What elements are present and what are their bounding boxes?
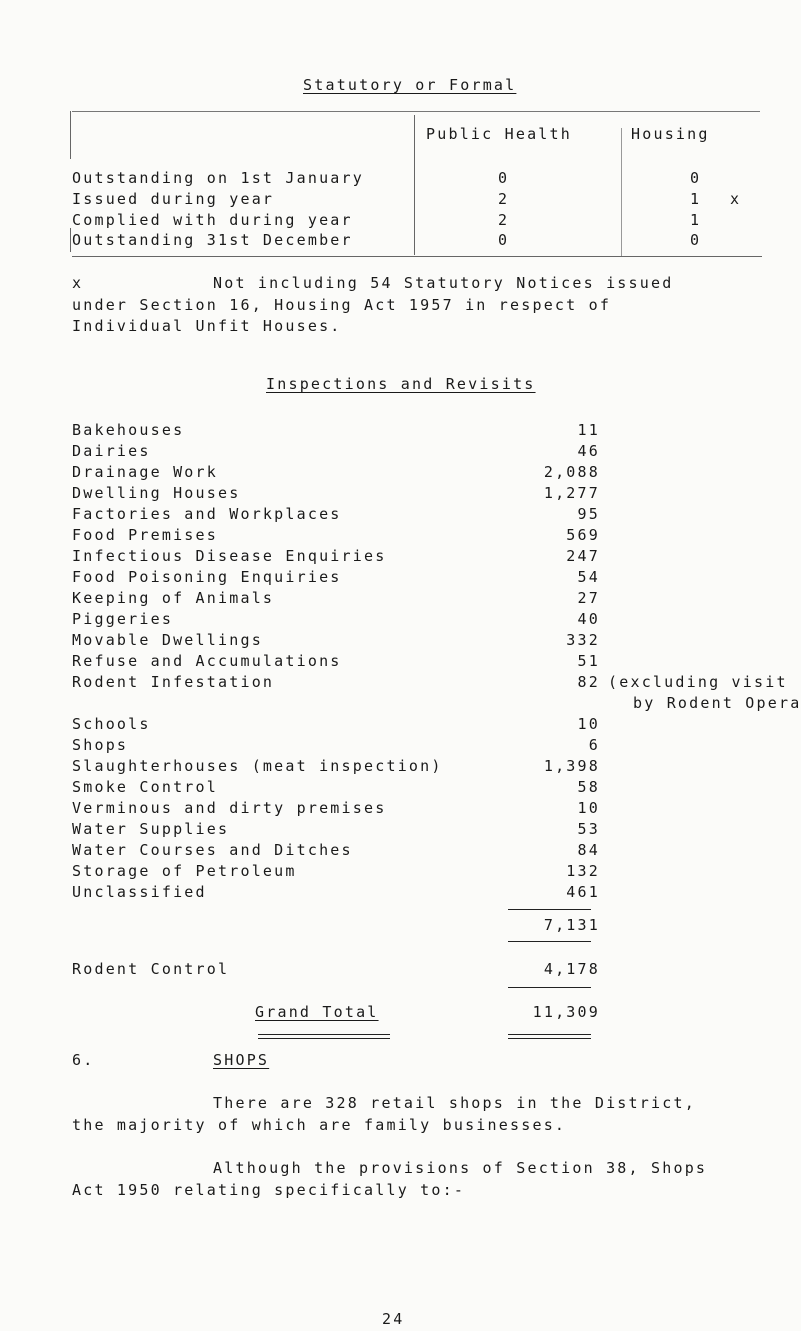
item-value: 54: [577, 568, 600, 586]
item-value: 84: [577, 841, 600, 859]
item-label: Keeping of Animals: [72, 589, 275, 607]
item-value: 1,277: [543, 484, 600, 502]
item-label: Dwelling Houses: [72, 484, 241, 502]
subtotal-value: 7,131: [543, 916, 600, 934]
col-public-health: Public Health: [426, 125, 572, 143]
row-public-health: 0: [498, 169, 510, 187]
item-value: 27: [577, 589, 600, 607]
table-top-rule: [72, 111, 760, 112]
row-public-health: 0: [498, 231, 510, 249]
row-label: Issued during year: [72, 190, 275, 208]
item-value: 11: [577, 421, 600, 439]
page-number: 24: [382, 1310, 405, 1328]
paragraph-line: Although the provisions of Section 38, Shops: [213, 1159, 708, 1177]
grand-total-value: 11,309: [532, 1003, 600, 1021]
table-left-rule-top: [70, 111, 71, 159]
item-label: Verminous and dirty premises: [72, 799, 387, 817]
item-value: 10: [577, 715, 600, 733]
item-value: 6: [588, 736, 600, 754]
table-col-divider-2: [621, 128, 622, 256]
item-label: Bakehouses: [72, 421, 185, 439]
subtotal-underline: [508, 941, 591, 942]
row-footnote-mark: x: [730, 190, 742, 208]
paragraph-line: There are 328 retail shops in the District,: [213, 1094, 696, 1112]
rodent-note: (excluding visit: [608, 673, 788, 691]
item-label: Water Courses and Ditches: [72, 841, 353, 859]
item-value: 247: [566, 547, 600, 565]
item-label: Piggeries: [72, 610, 174, 628]
item-label: Water Supplies: [72, 820, 230, 838]
row-label: Outstanding 31st December: [72, 231, 353, 249]
item-value: 40: [577, 610, 600, 628]
item-value: 82: [577, 673, 600, 691]
rodent-control-value: 4,178: [543, 960, 600, 978]
table-col-divider: [414, 115, 415, 255]
item-value: 132: [566, 862, 600, 880]
table-bottom-rule: [72, 256, 762, 257]
item-label: Storage of Petroleum: [72, 862, 297, 880]
grand-total-value-rule: [508, 1034, 591, 1035]
item-label: Food Premises: [72, 526, 218, 544]
item-label: Unclassified: [72, 883, 207, 901]
row-label: Outstanding on 1st January: [72, 169, 364, 187]
inspections-title: Inspections and Revisits: [266, 375, 536, 393]
item-value: 53: [577, 820, 600, 838]
item-label: Dairies: [72, 442, 151, 460]
item-value: 569: [566, 526, 600, 544]
rodent-control-rule: [508, 987, 591, 988]
rodent-control-label: Rodent Control: [72, 960, 230, 978]
item-label: Schools: [72, 715, 151, 733]
item-value: 51: [577, 652, 600, 670]
table-left-rule-bottom: [70, 228, 71, 252]
item-value: 332: [566, 631, 600, 649]
rodent-note: by Rodent Opera: [633, 694, 801, 712]
subtotal-rule: [508, 909, 591, 910]
item-label: Rodent Infestation: [72, 673, 275, 691]
item-label: Movable Dwellings: [72, 631, 263, 649]
item-label: Slaughterhouses (meat inspection): [72, 757, 443, 775]
item-label: Factories and Workplaces: [72, 505, 342, 523]
paragraph-line: Act 1950 relating specifically to:-: [72, 1181, 466, 1199]
item-label: Food Poisoning Enquiries: [72, 568, 342, 586]
item-value: 58: [577, 778, 600, 796]
item-value: 46: [577, 442, 600, 460]
row-housing: 1: [690, 190, 702, 208]
formal-title: Statutory or Formal: [303, 76, 517, 94]
item-value: 95: [577, 505, 600, 523]
grand-total-label: Grand Total: [255, 1003, 379, 1021]
item-value: 2,088: [543, 463, 600, 481]
grand-total-value-rule: [508, 1038, 591, 1039]
item-label: Refuse and Accumulations: [72, 652, 342, 670]
item-label: Shops: [72, 736, 129, 754]
section-heading: SHOPS: [213, 1051, 270, 1069]
row-housing: 1: [690, 211, 702, 229]
row-public-health: 2: [498, 211, 510, 229]
footnote-line: Individual Unfit Houses.: [72, 317, 342, 335]
item-label: Smoke Control: [72, 778, 218, 796]
paragraph-line: the majority of which are family businesses.: [72, 1116, 567, 1134]
item-value: 461: [566, 883, 600, 901]
row-public-health: 2: [498, 190, 510, 208]
item-value: 10: [577, 799, 600, 817]
row-housing: 0: [690, 169, 702, 187]
grand-total-double-rule: [258, 1034, 390, 1035]
footnote-line: Not including 54 Statutory Notices issued: [213, 274, 674, 292]
col-housing: Housing: [631, 125, 710, 143]
footnote-line: under Section 16, Housing Act 1957 in respect of: [72, 296, 612, 314]
grand-total-double-rule: [258, 1038, 390, 1039]
row-housing: 0: [690, 231, 702, 249]
section-number: 6.: [72, 1051, 95, 1069]
item-value: 1,398: [543, 757, 600, 775]
footnote-mark: x: [72, 274, 84, 292]
item-label: Drainage Work: [72, 463, 218, 481]
row-label: Complied with during year: [72, 211, 353, 229]
item-label: Infectious Disease Enquiries: [72, 547, 387, 565]
